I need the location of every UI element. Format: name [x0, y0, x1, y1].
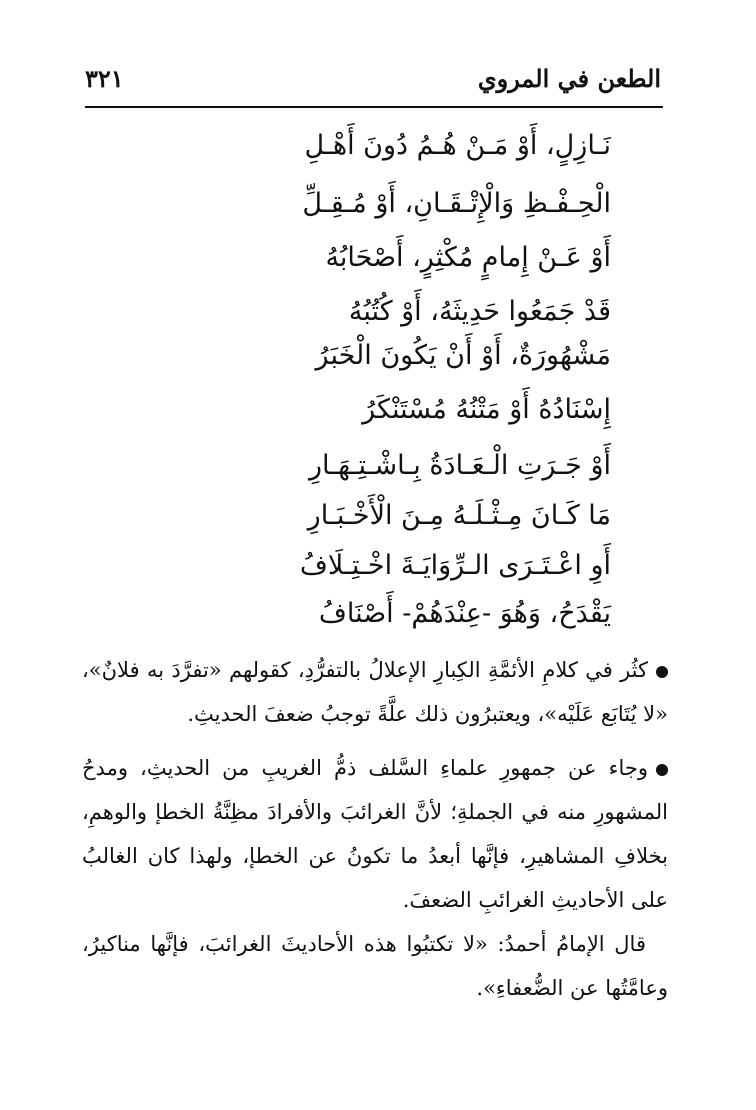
- paragraph-1: [82, 648, 668, 736]
- paragraph-3: [82, 922, 668, 1010]
- paragraph-2: [82, 746, 668, 922]
- bullet-icon: [656, 666, 668, 678]
- running-header: [85, 64, 661, 104]
- verse-line-8: مَا كَـانَ مِـثْـلَـهُ مِـنَ الْأَخْـبَـارِ: [307, 500, 611, 531]
- verse-line-9: أَوِ اعْـتَـرَى الـرِّوَايَـةَ اخْـتِـلَافُ: [299, 550, 611, 581]
- header-title: الطعن في المروي: [477, 64, 661, 93]
- verse-line-3: أَوْ عَـنْ إِمامٍ مُكْثِرٍ، أَصْحَابُهُ: [325, 242, 611, 273]
- verse-line-10: يَقْدَحُ، وَهُوَ -عِنْدَهُمْ- أَصْنَافُ: [318, 598, 611, 629]
- header-rule: [85, 106, 663, 108]
- page-number: ٣٢١: [85, 64, 124, 93]
- verse-line-6: إِسْنَادُهُ أَوْ مَتْنُهُ مُسْتَنْكَرُ: [362, 394, 611, 425]
- verse-line-2: الْحِـفْـظِ وَالْإِتْـقَـانِ، أَوْ مُـقِـلِّ: [302, 188, 611, 219]
- verse-line-7: أَوْ جَـرَتِ الْـعَـادَةُ بِـاشْـتِـهَـارِ: [308, 450, 611, 481]
- paragraph-3-text: قال الإمامُ أحمدُ: «لا تكتبُوا هذه الأحاديثَ الغرائبَ، فإنَّها مناكيرُ، وعامَّتُها عن الضُّعفاءِ».: [82, 932, 668, 1000]
- paragraph-1-text: كثُر في كلامِ الأئمَّةِ الكِبارِ الإعلالُ بالتفرُّدِ، كقولهم «تفرَّدَ به فلانٌ»، «لا يُتَابَع عَلَيْه»، ويعتبرُون ذلك علَّةً توجبُ ضعفَ الحديثِ.: [82, 658, 668, 726]
- verse-line-5: مَشْهُورَةٌ، أَوْ أَنْ يَكُونَ الْخَبَرُ: [315, 340, 611, 371]
- paragraph-2-text: وجاء عن جمهورِ علماءِ السَّلف ذمُّ الغريبِ من الحديثِ، ومدحُ المشهورِ منه في الجملةِ؛ لأنَّ الغرائبَ والأفرادَ مظِنَّةُ الخطإ والوهمِ، بخلافِ المشاهيرِ، فإنَّها أبعدُ ما تكونُ عن الخطإ، ولهذا كان الغالبُ على الأحاديثِ الغرائبِ الضعفَ.: [82, 756, 668, 912]
- verse-line-1: نَـازِلٍ، أَوْ مَـنْ هُـمُ دُونَ أَهْـلِ: [304, 130, 611, 161]
- verse-line-4: قَدْ جَمَعُوا حَدِيثَهُ، أَوْ كُتُبُهُ: [348, 296, 611, 327]
- bullet-icon: [656, 764, 668, 776]
